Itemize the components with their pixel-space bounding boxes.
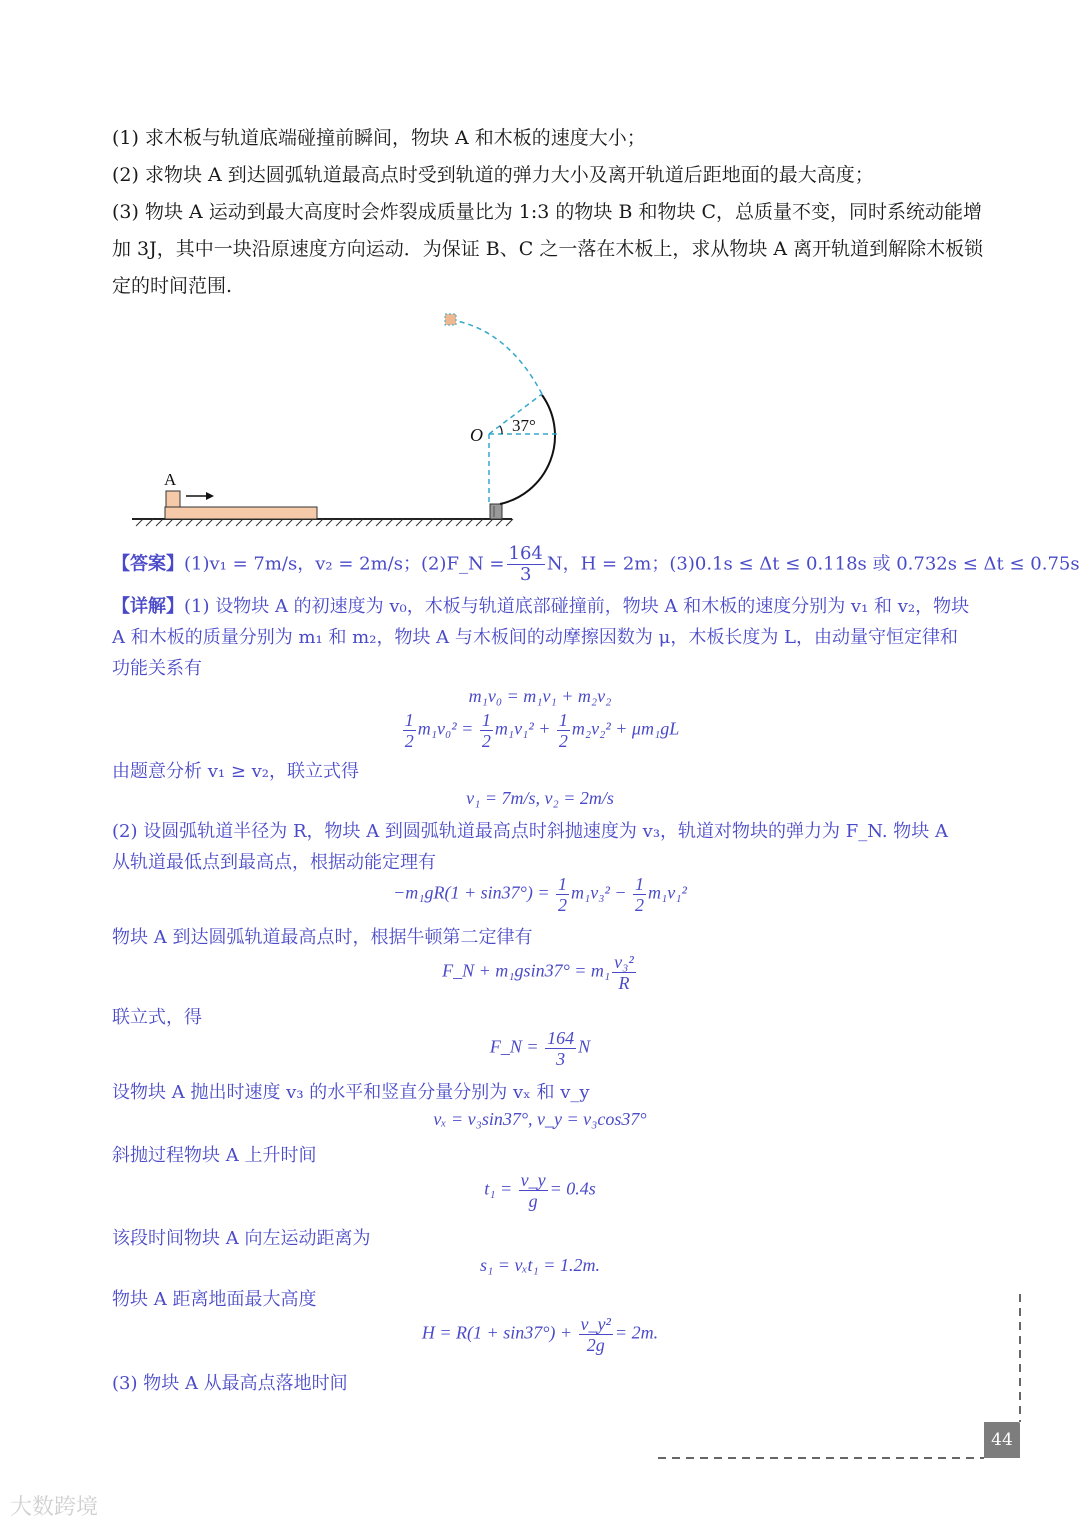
eq8-den: g <box>528 1191 538 1211</box>
label-o: O <box>470 425 483 445</box>
physics-diagram <box>128 300 536 540</box>
watermark: 大数跨境 <box>10 1495 99 1520</box>
equation-8 <box>0 1170 1080 1211</box>
answer-text-pre: (1)v₁ = 7m/s，v₂ = 2m/s；(2)F_N = <box>184 553 505 575</box>
eq5-term-1: F_N + m₁gsin37° = m₁ <box>442 960 611 981</box>
answer-tag: 【答案】 <box>112 553 184 575</box>
detail-p1a <box>112 592 969 618</box>
equation-5 <box>0 952 1080 993</box>
eq10-num: v_y² <box>580 1314 611 1334</box>
wooden-plank <box>165 507 317 519</box>
eq2-term-3: m₂v₂² + μm₁gL <box>571 718 680 739</box>
detail-p1b: A 和木板的质量分别为 m₁ 和 m₂，物块 A 与木板间的动摩擦因数为 μ，木板长度为 L，由动量守恒定律和 <box>112 627 958 648</box>
eq2-term-2: m₁v₁² + <box>494 718 551 739</box>
eq4-term-3: m₁v₁² <box>648 882 687 903</box>
detail-p3a: (2) 设圆弧轨道半径为 R，物块 A 到圆弧轨道最高点时斜抛速度为 v₃，轨道对物块的弹力为 F_N. 物块 A <box>112 821 949 842</box>
question-2: (2) 求物块 A 到达圆弧轨道最高点时受到轨道的弹力大小及离开轨道后距地面的最大高度； <box>112 164 874 186</box>
answer-frac-num: 164 <box>508 543 543 564</box>
eq6-term-1: F_N = <box>489 1036 539 1057</box>
answer-frac-den: 3 <box>519 564 532 585</box>
detail-p1a-text: (1) 设物块 A 的初速度为 v₀，木板与轨道底部碰撞前，物块 A 和木板的速度分别为 v₁ 和 v₂，物块 <box>184 596 970 617</box>
eq8-term-1: t₁ = <box>484 1178 513 1199</box>
answer-line <box>112 544 1080 585</box>
equation-6 <box>0 1028 1080 1069</box>
answer-fraction <box>507 544 545 585</box>
eq6-term-2: N <box>578 1036 591 1057</box>
label-a: A <box>164 470 177 489</box>
ground-hatch <box>136 519 513 526</box>
eq4-term-1: −m₁gR(1 + sin37°) = <box>393 882 550 903</box>
detail-p8: 该段时间物块 A 向左运动距离为 <box>112 1228 371 1249</box>
equation-4 <box>0 874 1080 915</box>
eq2-den-2: 2 <box>481 731 491 751</box>
detail-p1c: 功能关系有 <box>112 658 202 679</box>
eq2-den-3: 2 <box>558 731 568 751</box>
detail-p3b: 从轨道最低点到最高点，根据动能定理有 <box>112 852 436 873</box>
detail-p9: 物块 A 距离地面最大高度 <box>112 1289 317 1310</box>
equation-7: vₓ = v₃sin37°, v_y = v₃cos37° <box>433 1109 647 1129</box>
page-number: 44 <box>984 1422 1020 1458</box>
track-post <box>490 504 502 519</box>
block-top <box>445 314 456 325</box>
detail-p10: (3) 物块 A 从最高点落地时间 <box>112 1373 348 1394</box>
question-1: (1) 求木板与轨道底端碰撞前瞬间，物块 A 和木板的速度大小； <box>112 127 646 149</box>
eq4-den-1: 2 <box>557 895 567 915</box>
eq2-term-1: m₁v₀² = <box>417 718 474 739</box>
eq2-den-1: 2 <box>404 731 414 751</box>
eq2-num-1: 1 <box>404 710 414 730</box>
eq4-num-2: 1 <box>635 874 645 894</box>
angle-arc <box>500 426 502 434</box>
detail-p7: 斜抛过程物块 A 上升时间 <box>112 1145 317 1166</box>
equation-2 <box>0 710 1080 751</box>
eq10-term-2: = 2m. <box>614 1322 659 1343</box>
detail-tag: 【详解】 <box>112 596 184 617</box>
detail-p5: 联立式，得 <box>112 1007 202 1028</box>
projectile-path <box>452 320 542 394</box>
arrow-head <box>206 492 214 500</box>
equation-1: m₁v₀ = m₁v₁ + m₂v₂ <box>468 686 612 706</box>
angle-label: 37° <box>512 416 536 435</box>
block-a <box>166 491 180 507</box>
eq8-num: v_y <box>520 1170 546 1190</box>
eq2-num-2: 1 <box>481 710 491 730</box>
eq4-num-1: 1 <box>557 874 567 894</box>
eq5-num: v₃² <box>614 952 634 972</box>
eq6-num: 164 <box>547 1028 575 1048</box>
eq2-num-3: 1 <box>558 710 568 730</box>
question-3: (3) 物块 A 运动到最大高度时会炸裂成质量比为 1:3 的物块 B 和物块 C，总质量不变，同时系统动能增加 3J，其中一块沿原速度方向运动．为保证 B、C 之一落在木板上，求从物块 A 离开轨道到解除木板锁定的时间范围. <box>112 201 984 297</box>
equation-9: s₁ = vₓt₁ = 1.2m. <box>480 1255 600 1275</box>
eq5-den: R <box>618 973 630 993</box>
answer-text-post: N，H = 2m；(3)0.1s ≤ Δt ≤ 0.118s 或 0.732s ≤ Δt ≤ 0.75s <box>546 553 1080 575</box>
detail-p2: 由题意分析 v₁ ≥ v₂，联立式得 <box>112 761 360 782</box>
detail-p6: 设物块 A 抛出时速度 v₃ 的水平和竖直分量分别为 vₓ 和 v_y <box>112 1082 590 1103</box>
eq10-term-1: H = R(1 + sin37°) + <box>421 1322 573 1343</box>
eq4-term-2: m₁v₃² − <box>570 882 627 903</box>
arc-track <box>500 395 555 504</box>
page-border-decoration <box>650 1290 1030 1470</box>
eq6-den: 3 <box>556 1049 566 1069</box>
equation-3: v₁ = 7m/s, v₂ = 2m/s <box>466 788 614 808</box>
eq4-den-2: 2 <box>635 895 645 915</box>
detail-p4: 物块 A 到达圆弧轨道最高点时，根据牛顿第二定律有 <box>112 927 533 948</box>
eq10-den: 2g <box>586 1335 605 1355</box>
eq8-term-2: = 0.4s <box>549 1178 596 1199</box>
